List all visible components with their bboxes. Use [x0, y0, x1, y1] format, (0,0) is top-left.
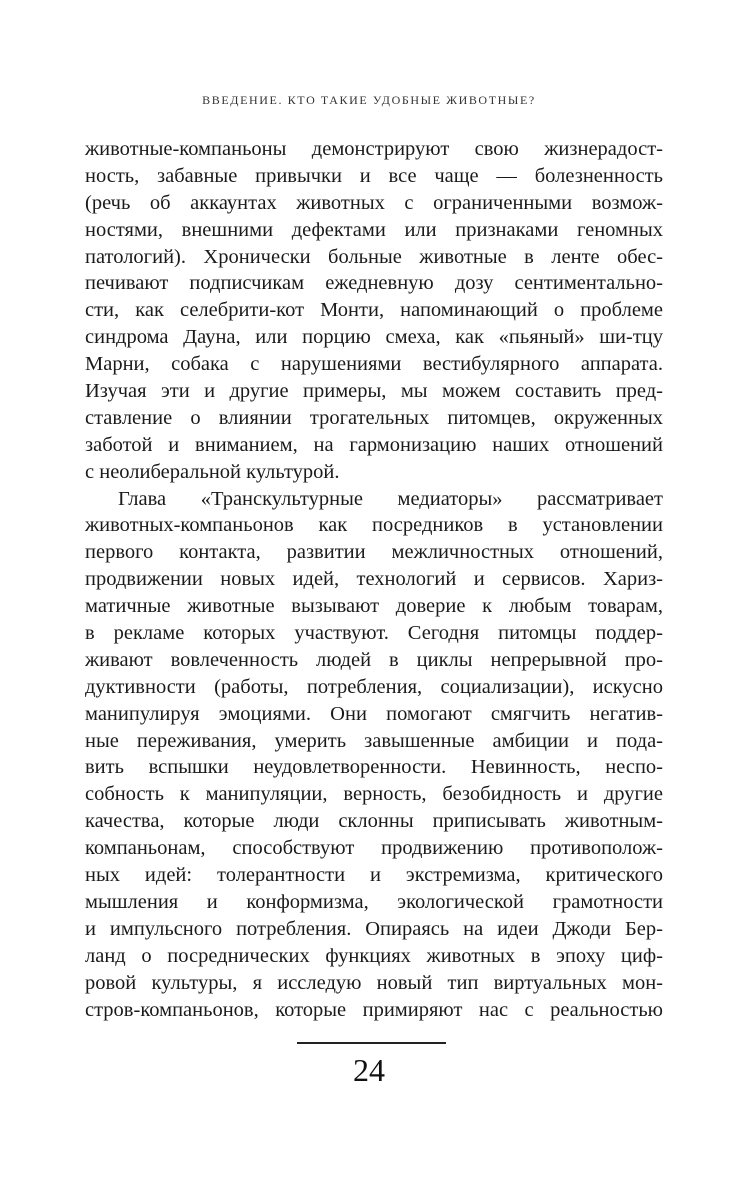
text-line: мышления и конформизма, экологической грамотности: [85, 890, 663, 913]
text-line: синдрома Дауна, или порцию смеха, как «пьяный» ши-тцу: [85, 326, 663, 349]
text-line: патологий). Хронически больные животные в ленте обес-: [85, 245, 663, 268]
text-line: качества, которые люди склонны приписывать животным-: [85, 810, 663, 833]
text-line: продвижении новых идей, технологий и сервисов. Хариз-: [85, 568, 663, 591]
text-line: собность к манипуляции, верность, безобидность и другие: [85, 783, 663, 806]
text-line: Изучая эти и другие примеры, мы можем составить пред-: [85, 380, 663, 403]
text-line: в рекламе которых участвуют. Сегодня питомцы поддер-: [85, 622, 663, 645]
text-line: живают вовлеченность людей в циклы непрерывной про-: [85, 648, 663, 671]
footer-rule: [297, 1042, 446, 1044]
body-text: [85, 136, 663, 1023]
page-number: 24: [353, 1052, 385, 1088]
text-line: вить вспышки неудовлетворенности. Невинность, неспо-: [85, 756, 663, 779]
text-line: первого контакта, развитии межличностных отношений,: [85, 541, 663, 564]
text-line: манипулируя эмоциями. Они помогают смягчить негатив-: [85, 702, 663, 725]
text-line: ровой культуры, я исследую новый тип виртуальных мон-: [85, 971, 663, 994]
text-line: компаньонам, способствуют продвижению противополож-: [85, 837, 663, 860]
text-line: ные переживания, умерить завышенные амбиции и пода-: [85, 729, 663, 752]
text-line: заботой и вниманием, на гармонизацию наших отношений: [85, 433, 663, 456]
text-line: ностями, внешними дефектами или признаками геномных: [85, 218, 663, 241]
text-line: печивают подписчикам ежедневную дозу сентиментально-: [85, 272, 663, 295]
text-line: и импульсного потребления. Опираясь на идеи Джоди Бер-: [85, 917, 663, 940]
text-line: стров-компаньонов, которые примиряют нас с реальностью: [85, 998, 663, 1021]
text-line: животных-компаньонов как посредников в установлении: [85, 514, 663, 537]
text-line: дуктивности (работы, потребления, социализации), искусно: [85, 675, 663, 698]
text-line: ланд о посреднических функциях животных в эпоху циф-: [85, 944, 663, 967]
text-line: Марни, собака с нарушениями вестибулярного аппарата.: [85, 353, 663, 376]
text-line: Глава «Транскультурные медиаторы» рассматривает: [118, 487, 663, 510]
text-line: ставление о влиянии трогательных питомцев, окруженных: [85, 406, 663, 429]
text-line: животные-компаньоны демонстрируют свою жизнерадост-: [85, 138, 663, 160]
text-line: ных идей: толерантности и экстремизма, критического: [85, 864, 663, 887]
text-line: с неолиберальной культурой.: [85, 460, 340, 483]
text-line: сти, как селебрити-кот Монти, напоминающий о проблеме: [85, 299, 663, 322]
text-line: матичные животные вызывают доверие к любым товарам,: [85, 595, 663, 618]
running-header: ВВЕДЕНИЕ. КТО ТАКИЕ УДОБНЫЕ ЖИВОТНЫЕ?: [202, 93, 536, 107]
text-line: ность, забавные привычки и все чаще — болезненность: [85, 164, 663, 187]
text-line: (речь об аккаунтах животных с ограниченными возмож-: [85, 191, 663, 214]
